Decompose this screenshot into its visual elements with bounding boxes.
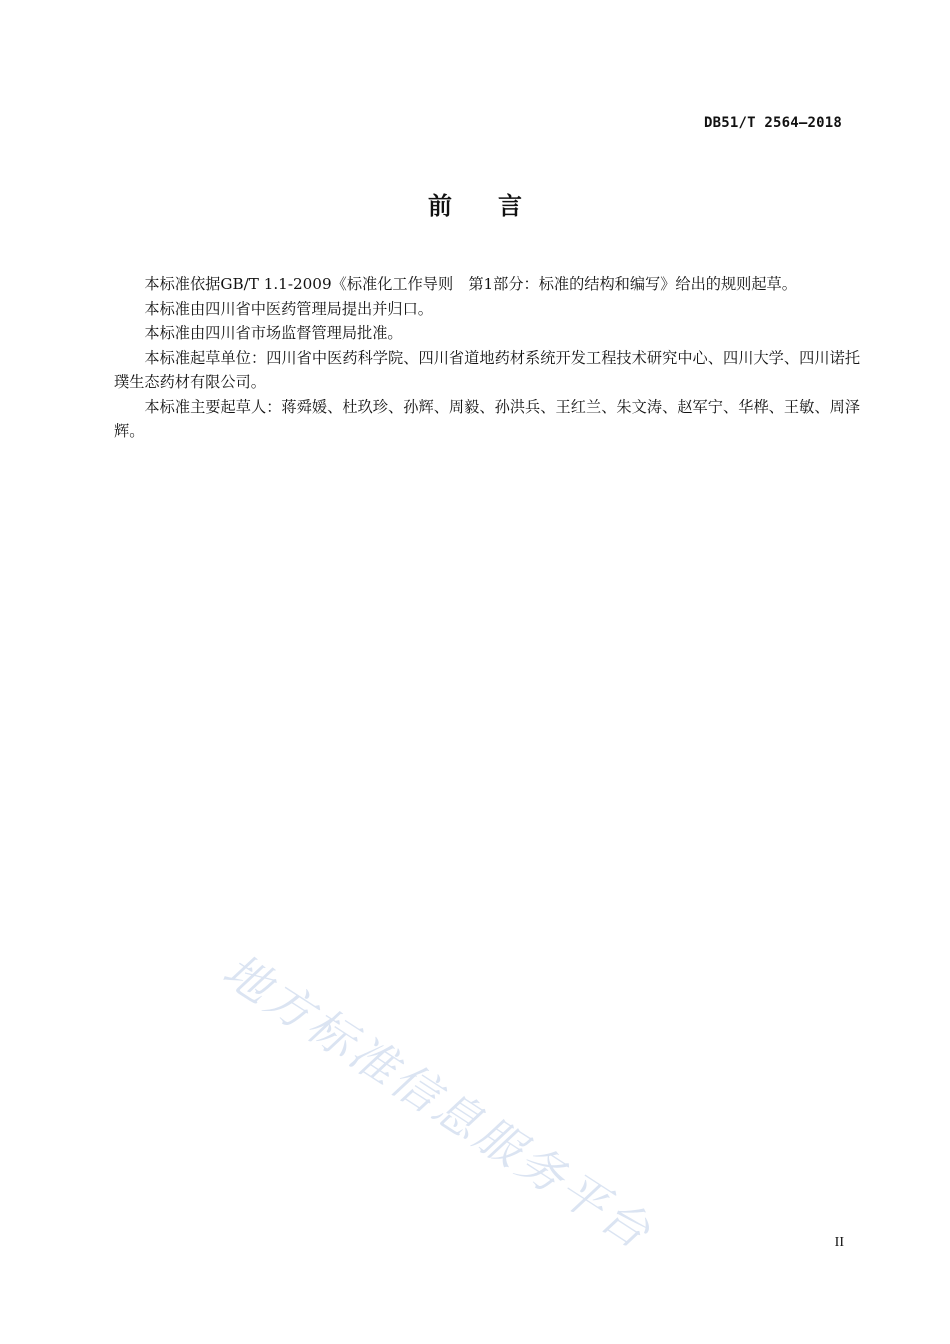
page-number: II <box>834 1235 844 1250</box>
foreword-body <box>114 272 860 444</box>
page-title: 前言 <box>428 192 568 220</box>
paragraph-drafting-units: 本标准起草单位：四川省中医药科学院、四川省道地药材系统开发工程技术研究中心、四川大学、四川诺托璞生态药材有限公司。 <box>114 348 860 391</box>
paragraph-proposer: 本标准由四川省中医药管理局提出并归口。 <box>144 299 433 318</box>
document-code: DB51/T 2564—2018 <box>703 115 842 131</box>
paragraph-drafting-rules: 本标准依据GB/T 1.1-2009《标准化工作导则 第1部分：标准的结构和编写》给出的规则起草。 <box>144 275 797 293</box>
watermark: 地方标准信息服务平台 <box>213 942 663 1261</box>
paragraph-approver: 本标准由四川省市场监督管理局批准。 <box>144 324 403 342</box>
paragraph-drafters: 本标准主要起草人：蒋舜媛、杜玖珍、孙辉、周毅、孙洪兵、王红兰、朱文涛、赵军宁、华桦、王敏、周泽辉。 <box>114 397 860 440</box>
